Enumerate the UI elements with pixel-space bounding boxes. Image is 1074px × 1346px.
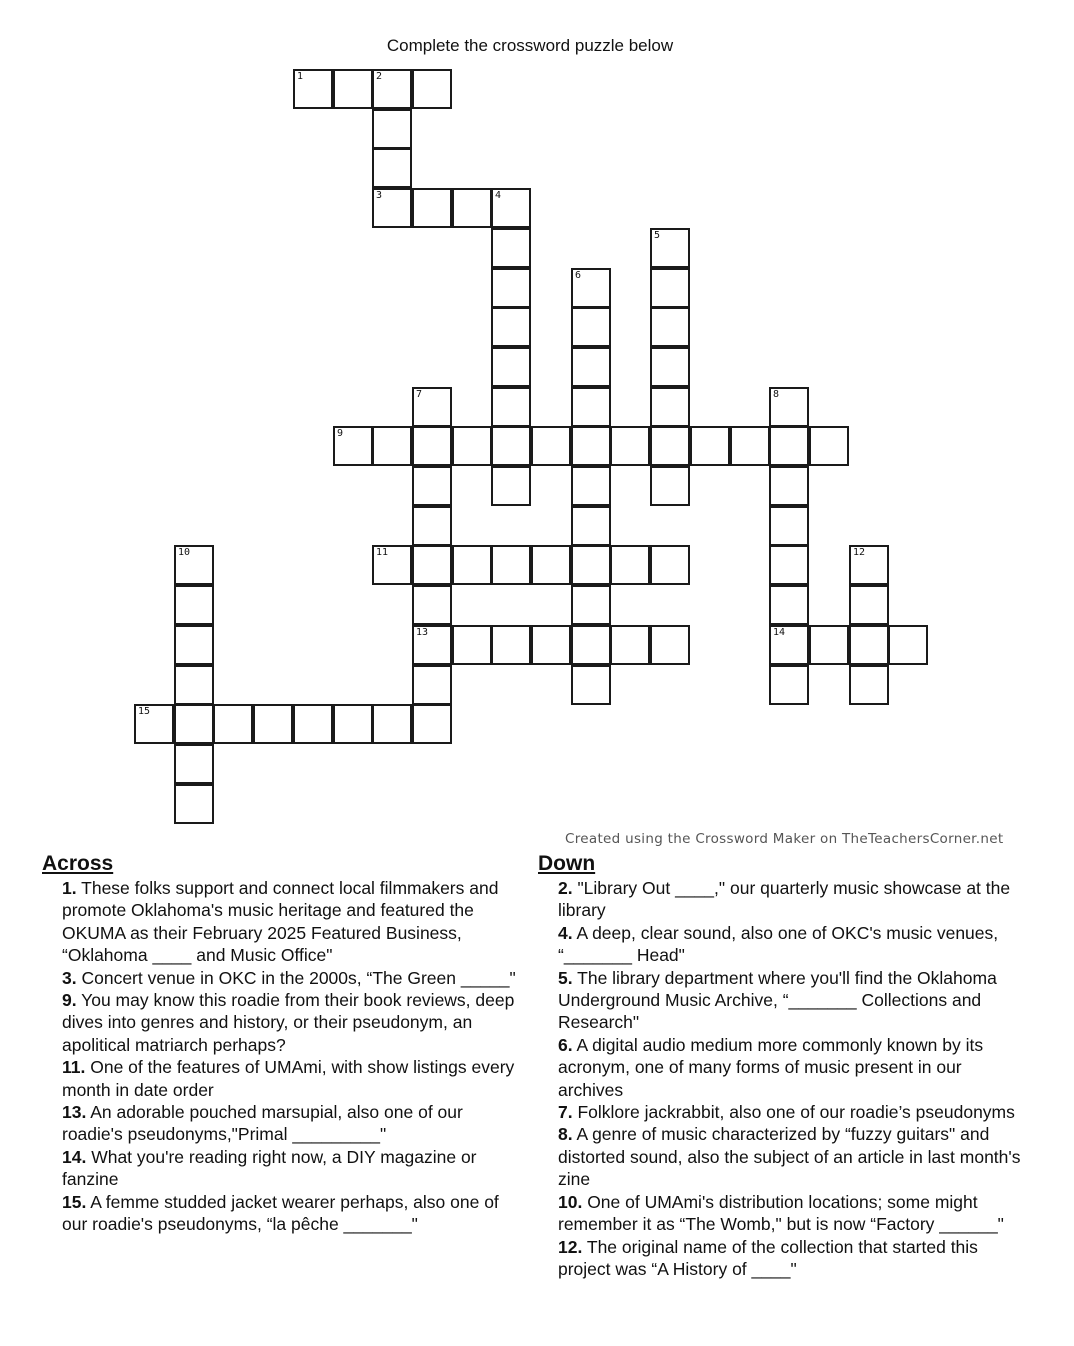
- grid-cell[interactable]: [571, 585, 611, 625]
- down-clue: [558, 1236, 1026, 1281]
- cell-number: 15: [138, 706, 151, 717]
- cell-number: 2: [376, 71, 383, 82]
- grid-cell[interactable]: [650, 545, 690, 585]
- clue-text: The original name of the collection that started this project was “A History of ____": [558, 1236, 978, 1279]
- grid-cell[interactable]: [650, 625, 690, 665]
- cell-number: 9: [337, 428, 344, 439]
- grid-cell[interactable]: [650, 387, 690, 427]
- down-clue: [558, 1191, 1026, 1236]
- grid-cell[interactable]: [849, 545, 889, 585]
- cell-number: 10: [178, 547, 191, 558]
- grid-cell[interactable]: [412, 665, 452, 705]
- grid-cell[interactable]: [571, 426, 611, 466]
- grid-cell[interactable]: [412, 188, 452, 228]
- clue-text: "Library Out ____," our quarterly music showcase at the library: [558, 878, 1011, 921]
- grid-cell[interactable]: [650, 466, 690, 506]
- grid-cell[interactable]: [372, 148, 412, 188]
- cell-number: 5: [654, 230, 661, 241]
- grid-cell[interactable]: [769, 506, 809, 546]
- grid-cell[interactable]: [571, 268, 611, 308]
- down-clue: [558, 1034, 1026, 1101]
- grid-cell[interactable]: [452, 545, 492, 585]
- across-heading: Across: [42, 852, 114, 875]
- clue-number: 2.: [558, 878, 573, 898]
- grid-cell[interactable]: [571, 545, 611, 585]
- grid-cell[interactable]: [730, 426, 770, 466]
- page-title: Complete the crossword puzzle below: [386, 36, 674, 55]
- cell-number: 1: [297, 71, 304, 82]
- grid-cell[interactable]: [491, 228, 531, 268]
- cell-number: 14: [773, 627, 786, 638]
- grid-cell[interactable]: [412, 704, 452, 744]
- clue-number: 4.: [558, 922, 573, 943]
- grid-cell[interactable]: [690, 426, 730, 466]
- grid-cell[interactable]: [769, 545, 809, 585]
- clue-number: 11.: [62, 1057, 86, 1078]
- clue-number: 10.: [558, 1191, 583, 1212]
- grid-cell[interactable]: [412, 506, 452, 546]
- grid-cell[interactable]: [769, 625, 809, 665]
- grid-cell[interactable]: [174, 545, 214, 585]
- across-clue-list: [62, 877, 528, 1236]
- grid-cell[interactable]: [650, 307, 690, 347]
- grid-cell[interactable]: [531, 545, 571, 585]
- clue-text: One of the features of UMAmi, with show listings every month in date order: [62, 1057, 515, 1100]
- cell-number: 8: [773, 389, 780, 400]
- grid-cell[interactable]: [571, 506, 611, 546]
- down-clue: [558, 922, 1026, 967]
- clue-text: A digital audio medium more commonly known by its acronym, one of many forms of music present in our archives: [558, 1034, 984, 1100]
- grid-cell[interactable]: [174, 585, 214, 625]
- down-clue-list: [558, 877, 1026, 1280]
- grid-cell[interactable]: [849, 665, 889, 705]
- grid-cell[interactable]: [491, 466, 531, 506]
- across-clue: [62, 1146, 528, 1191]
- grid-cell[interactable]: [571, 665, 611, 705]
- cell-number: 13: [416, 627, 429, 638]
- down-clue: [558, 1101, 1026, 1123]
- across-clue: [62, 1056, 528, 1101]
- grid-cell[interactable]: [412, 545, 452, 585]
- grid-cell[interactable]: [491, 545, 531, 585]
- clue-number: 9.: [62, 990, 77, 1011]
- grid-cell[interactable]: [769, 585, 809, 625]
- grid-cell[interactable]: [452, 625, 492, 665]
- grid-cell[interactable]: [491, 268, 531, 308]
- grid-cell[interactable]: [174, 784, 214, 824]
- grid-cell[interactable]: [213, 704, 253, 744]
- grid-cell[interactable]: [849, 585, 889, 625]
- grid-cell[interactable]: [769, 466, 809, 506]
- grid-cell[interactable]: [491, 347, 531, 387]
- cell-number: 6: [575, 270, 582, 281]
- clue-number: 1.: [62, 878, 77, 898]
- grid-cell[interactable]: [253, 704, 293, 744]
- grid-cell[interactable]: [333, 69, 373, 109]
- grid-cell[interactable]: [452, 426, 492, 466]
- grid-cell[interactable]: [452, 188, 492, 228]
- clue-number: 3.: [62, 967, 77, 988]
- cell-number: 11: [376, 547, 389, 558]
- grid-cell[interactable]: [333, 704, 373, 744]
- across-clue: [62, 1101, 528, 1146]
- grid-cell[interactable]: [888, 625, 928, 665]
- grid-cell[interactable]: [174, 665, 214, 705]
- grid-cell[interactable]: [412, 625, 452, 665]
- clue-number: 15.: [62, 1191, 87, 1212]
- clue-text: A genre of music characterized by “fuzzy guitars" and distorted sound, also the subject of an article in last month's zine: [558, 1124, 1021, 1190]
- grid-cell[interactable]: [491, 426, 531, 466]
- grid-cell[interactable]: [571, 347, 611, 387]
- grid-cell[interactable]: [571, 307, 611, 347]
- down-clue: [558, 1123, 1026, 1190]
- down-clue: [558, 877, 1026, 922]
- grid-cell[interactable]: [491, 188, 531, 228]
- grid-cell[interactable]: [849, 625, 889, 665]
- grid-cell[interactable]: [531, 625, 571, 665]
- grid-cell[interactable]: [412, 387, 452, 427]
- grid-cell[interactable]: [491, 625, 531, 665]
- grid-cell[interactable]: [769, 387, 809, 427]
- clue-text: Folklore jackrabbit, also one of our roadie’s pseudonyms: [572, 1102, 1015, 1123]
- grid-cell[interactable]: [372, 69, 412, 109]
- grid-cell[interactable]: [491, 387, 531, 427]
- grid-cell[interactable]: [412, 585, 452, 625]
- cell-number: 7: [416, 389, 423, 400]
- clue-number: 7.: [558, 1102, 573, 1123]
- clue-text: Concert venue in OKC in the 2000s, “The Green _____": [76, 967, 516, 988]
- grid-cell[interactable]: [293, 69, 333, 109]
- clue-text: A deep, clear sound, also one of OKC's music venues, “_______ Head": [558, 922, 999, 966]
- grid-cell[interactable]: [412, 69, 452, 109]
- down-heading: Down: [538, 852, 596, 875]
- grid-cell[interactable]: [372, 704, 412, 744]
- clue-text: What you're reading right now, a DIY magazine or fanzine: [62, 1146, 477, 1190]
- grid-cell[interactable]: [571, 625, 611, 665]
- grid-cell[interactable]: [571, 466, 611, 506]
- clue-number: 5.: [558, 967, 573, 988]
- clue-number: 14.: [62, 1146, 87, 1167]
- clue-text: You may know this roadie from their book reviews, deep dives into genres and history, or their pseudonym, an apolitical matriarch perhaps?: [62, 990, 515, 1055]
- grid-cell[interactable]: [650, 268, 690, 308]
- grid-cell[interactable]: [650, 426, 690, 466]
- across-clue: [62, 967, 528, 989]
- clue-text: A femme studded jacket wearer perhaps, also one of our roadie's pseudonyms, “la pêche _______": [62, 1191, 499, 1235]
- grid-cell[interactable]: [491, 307, 531, 347]
- grid-cell[interactable]: [531, 426, 571, 466]
- clue-text: An adorable pouched marsupial, also one of our roadie's pseudonyms,"Primal _________": [62, 1102, 463, 1145]
- cell-number: 4: [495, 190, 502, 201]
- clue-number: 12.: [558, 1236, 583, 1257]
- grid-cell[interactable]: [372, 426, 412, 466]
- across-clue: [62, 877, 528, 967]
- grid-cell[interactable]: [372, 545, 412, 585]
- grid-cell[interactable]: [293, 704, 333, 744]
- clue-number: 6.: [558, 1034, 573, 1055]
- grid-cell[interactable]: [174, 704, 214, 744]
- clue-number: 13.: [62, 1102, 87, 1123]
- grid-cell[interactable]: [610, 426, 650, 466]
- grid-cell[interactable]: [809, 426, 849, 466]
- grid-cell[interactable]: [333, 426, 373, 466]
- grid-cell[interactable]: [134, 704, 174, 744]
- grid-cell[interactable]: [174, 625, 214, 665]
- grid-cell[interactable]: [769, 665, 809, 705]
- clue-text: The library department where you'll find the Oklahoma Underground Music Archive, “_______ Collections and Research": [558, 967, 997, 1033]
- grid-cell[interactable]: [174, 744, 214, 784]
- across-clue: [62, 1191, 528, 1236]
- down-clue: [558, 967, 1026, 1034]
- grid-cell[interactable]: [412, 426, 452, 466]
- grid-cell[interactable]: [809, 625, 849, 665]
- grid-cell[interactable]: [650, 228, 690, 268]
- grid-cell[interactable]: [372, 109, 412, 149]
- clue-number: 8.: [558, 1124, 573, 1145]
- clue-text: One of UMAmi's distribution locations; some might remember it as “The Womb," but is now “Factory ______": [558, 1191, 1004, 1235]
- across-clue: [62, 989, 528, 1056]
- cell-number: 3: [376, 190, 383, 201]
- grid-cell[interactable]: [412, 466, 452, 506]
- grid-cell[interactable]: [372, 188, 412, 228]
- clue-text: These folks support and connect local filmmakers and promote Oklahoma's music heritage and featured the OKUMA as their February 2025 Featured Business, “Oklahoma ____ and Music Office": [62, 878, 499, 966]
- grid-cell[interactable]: [571, 387, 611, 427]
- grid-cell[interactable]: [650, 347, 690, 387]
- credit-line: Created using the Crossword Maker on TheTeachersCorner.net: [565, 831, 1004, 847]
- grid-cell[interactable]: [769, 426, 809, 466]
- cell-number: 12: [853, 547, 866, 558]
- grid-cell[interactable]: [610, 625, 650, 665]
- grid-cell[interactable]: [610, 545, 650, 585]
